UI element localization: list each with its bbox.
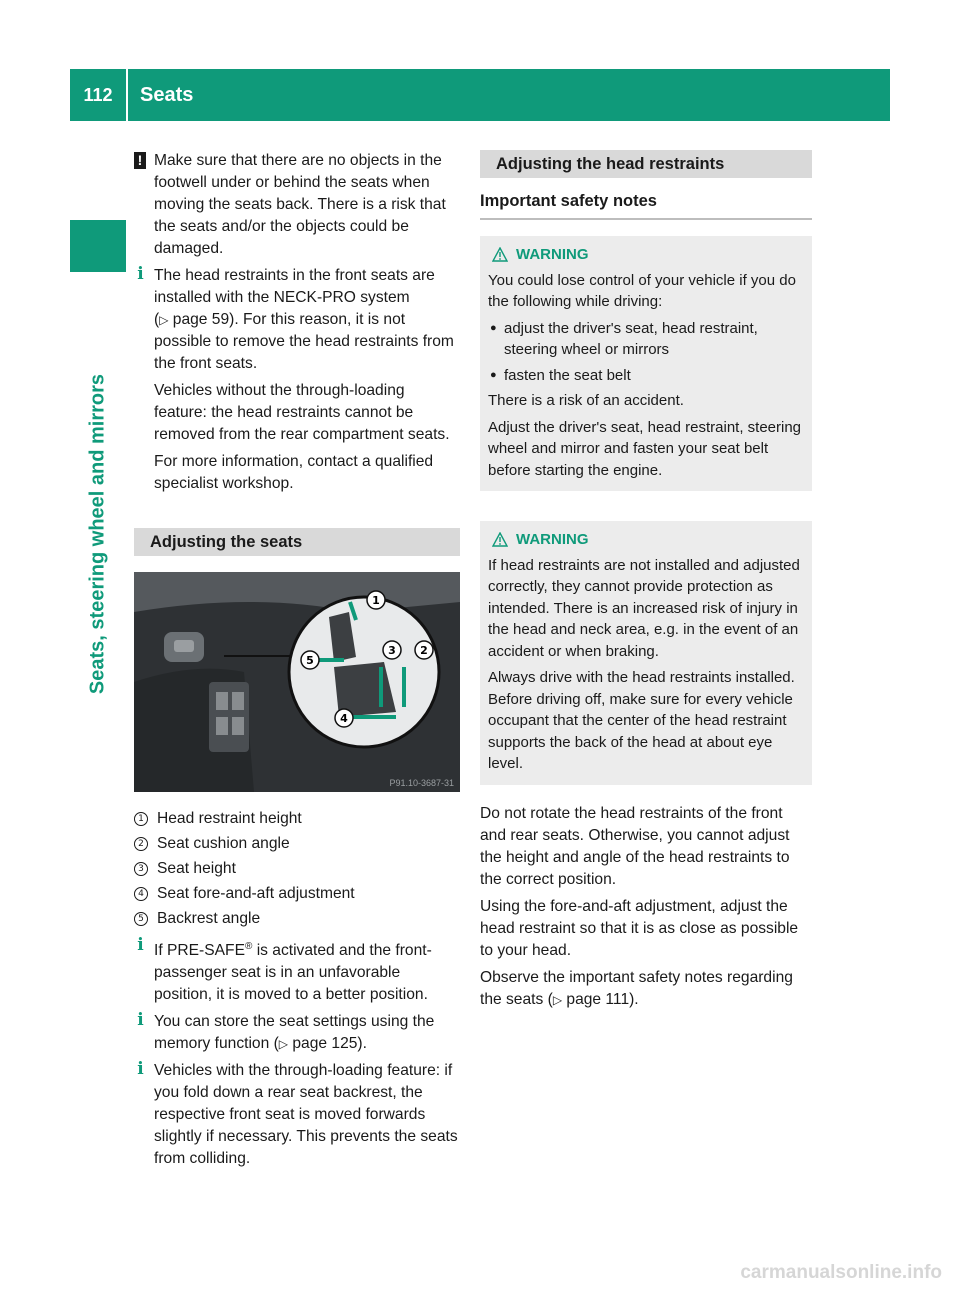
page-ref-link[interactable]: page 125). <box>292 1035 367 1053</box>
legend-item <box>134 808 460 830</box>
legend-item <box>134 833 460 855</box>
info-icon: i <box>137 1059 144 1080</box>
warning-triangle-icon <box>492 247 508 262</box>
seat-controls-illustration <box>134 572 460 792</box>
legend-number: 4 <box>134 887 148 901</box>
registered-mark: ® <box>244 941 253 952</box>
legend-text: Head restraint height <box>157 810 302 827</box>
callout-4: 4 <box>340 712 348 725</box>
legend-number: 3 <box>134 862 148 876</box>
warning-label: WARNING <box>516 246 589 263</box>
info-icon: i <box>137 264 144 284</box>
note-info-presafe <box>134 936 460 1006</box>
figure-code: P91.10-3687-31 <box>389 778 454 788</box>
page-ref-link[interactable]: page 111). <box>566 990 639 1008</box>
body-paragraph: Using the fore-and-aft adjustment, adjust the head restraint so that it is as close as possible to your head. <box>480 897 799 959</box>
page-ref-link[interactable]: page 59). For this reason, it is not possible to remove the head restraints from the front seats. <box>154 311 454 372</box>
warning-label: WARNING <box>516 531 589 548</box>
callout-3: 3 <box>388 644 396 657</box>
info-icon: i <box>137 1010 144 1031</box>
bullet-item <box>488 365 804 387</box>
exclamation-icon: ! <box>134 152 146 169</box>
note-info-memory <box>134 1011 460 1055</box>
body-paragraph: Do not rotate the head restraints of the front and rear seats. Otherwise, you cannot adjust the height and angle of the head restraints to the correct position. <box>480 804 790 888</box>
warning-triangle-icon <box>492 532 508 547</box>
bullet-item <box>488 318 804 361</box>
legend-text: Seat fore-and-aft adjustment <box>157 885 355 902</box>
legend-text: Seat cushion angle <box>157 835 290 852</box>
section-heading: Adjusting the head restraints <box>480 150 812 178</box>
info-icon: i <box>137 935 144 955</box>
note-info-neckpro <box>134 265 460 375</box>
note-warning-text: Make sure that there are no objects in the footwell under or behind the seats when moving the seats back. There is a risk that the seats and/or the objects could be damaged. <box>154 152 446 257</box>
warning-text: You could lose control of your vehicle if you do the following while driving: <box>488 271 796 310</box>
side-tab-marker <box>70 220 126 272</box>
right-column <box>480 150 812 1016</box>
section-title: Seats <box>140 83 194 106</box>
warning-text: Always drive with the head restraints installed. Before driving off, make sure for every vehicle occupant that the center of the head restraint supports the back of the head at about eye level. <box>488 669 795 772</box>
watermark: carmanualsonline.info <box>740 1262 942 1283</box>
note-info-text: If PRE-SAFE <box>154 942 245 960</box>
warning-text: Adjust the driver's seat, head restraint, steering wheel and mirror and fasten your seat belt before starting the engine. <box>488 418 802 479</box>
body-text: Observe the important safety notes regarding the seats ( <box>480 968 793 1008</box>
note-info-throughload <box>134 1060 460 1170</box>
note-warning <box>134 150 460 260</box>
note-info-text: Vehicles with the through-loading feature: if you fold down a rear seat backrest, the respective front seat is moved forwards slightly if necessary. This prevents the seats from colliding. <box>154 1062 458 1168</box>
subheading: Important safety notes <box>480 190 812 220</box>
note-info-paragraph: For more information, contact a qualified specialist workshop. <box>154 453 434 492</box>
warning-header <box>488 244 804 266</box>
body-paragraph <box>480 967 812 1011</box>
section-heading: Adjusting the seats <box>134 528 460 556</box>
note-info-text: The head restraints in the front seats are installed with the NECK-PRO system ( <box>154 267 435 328</box>
header-divider <box>126 69 128 121</box>
chapter-side-label: Seats, steering wheel and mirrors <box>86 373 109 695</box>
page-ref-arrow-icon: ▷ <box>278 1037 289 1052</box>
page-ref-arrow-icon: ▷ <box>552 992 563 1007</box>
note-info-text: You can store the seat settings using the memory function ( <box>154 1013 435 1053</box>
left-column <box>134 150 460 1175</box>
bullet-icon: ● <box>490 321 497 334</box>
warning-box <box>480 236 812 491</box>
warning-header <box>488 529 804 551</box>
warning-box <box>480 521 812 785</box>
legend-number: 1 <box>134 812 148 826</box>
warning-text: If head restraints are not installed and adjusted correctly, they cannot provide protection as intended. There is an increased risk of injury in the head and neck area, e.g. in the event of an accident or when braking. <box>488 556 800 660</box>
callout-1: 1 <box>372 594 380 607</box>
callout-5: 5 <box>306 654 314 667</box>
legend-text: Seat height <box>157 860 236 877</box>
legend-number: 5 <box>134 912 148 926</box>
page-ref-arrow-icon: ▷ <box>159 313 169 327</box>
warning-text: There is a risk of an accident. <box>488 392 684 409</box>
legend-list <box>134 808 460 930</box>
bullet-text: fasten the seat belt <box>504 366 631 384</box>
legend-number: 2 <box>134 837 148 851</box>
page-number: 112 <box>83 84 113 105</box>
bullet-icon: ● <box>490 368 497 381</box>
note-info-paragraph: Vehicles without the through-loading feature: the head restraints cannot be removed from the rear compartment seats. <box>154 382 450 443</box>
note-info-text: is activated and the front-passenger seat is in an unfavorable position, it is moved to a better position. <box>154 942 432 1004</box>
callout-2: 2 <box>420 644 428 657</box>
legend-item <box>134 883 460 905</box>
legend-text: Backrest angle <box>157 910 261 927</box>
legend-item <box>134 858 460 880</box>
legend-item <box>134 908 460 930</box>
bullet-text: adjust the driver's seat, head restraint, steering wheel or mirrors <box>504 319 758 358</box>
seat-controls-figure <box>134 572 460 792</box>
